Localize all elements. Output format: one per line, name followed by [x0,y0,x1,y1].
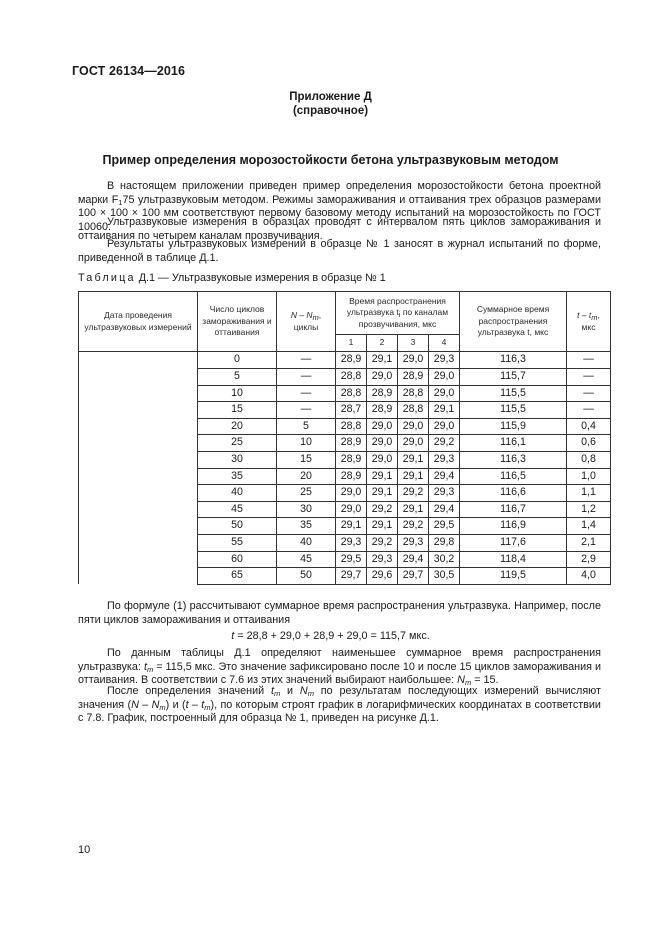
n-minus-nm-cell: 30 [277,501,336,518]
channel-3-cell: 28,9 [398,369,429,386]
total-time-cell: 116,3 [460,451,567,468]
section-title: Пример определения морозостойкости бетона ультразвуковым методом [102,153,559,167]
channel-4-cell: 29,3 [429,485,460,502]
t-minus-tm-cell: 1,0 [567,468,611,485]
n-minus-nm-cell: 10 [277,435,336,452]
paragraph-intro-2: Ультразвуковые измерения в образцах проводят с интервалом пять циклов замораживания и оттаивания по четырем каналам прозвучивания. [78,216,601,242]
channel-1-cell: 29,0 [336,501,367,518]
channel-4-cell: 29,0 [429,418,460,435]
cycles-cell: 30 [198,451,277,468]
cycles-cell: 55 [198,534,277,551]
channel-1-cell: 28,8 [336,385,367,402]
paragraph-intro-3: Результаты ультразвуковых измерений в образце № 1 заносят в журнал испытаний по форме, приведенной в таблице Д.1. [78,238,601,264]
table-row [79,468,611,485]
t-minus-tm-cell: 1,1 [567,485,611,502]
n-minus-nm-cell: 40 [277,534,336,551]
table-row [79,418,611,435]
t-minus-tm-cell: — [567,402,611,419]
cycles-cell: 40 [198,485,277,502]
paragraph-formula-intro: По формуле (1) рассчитывают суммарное время распространения ультразвука. Например, после пяти циклов замораживания и оттаивания [78,600,601,626]
channel-3-cell: 29,1 [398,451,429,468]
header-n-minus-nm: N – $N_m$, циклы [277,292,336,352]
table-row [79,369,611,386]
n-minus-nm-cell: 5 [277,418,336,435]
total-time-cell: 116,6 [460,485,567,502]
date-cell [79,402,198,419]
total-time-cell: 117,6 [460,534,567,551]
channel-3-cell: 29,2 [398,518,429,535]
table-row [79,435,611,452]
cycles-cell: 35 [198,468,277,485]
total-time-cell: 115,9 [460,418,567,435]
channel-1-cell: 29,0 [336,485,367,502]
t-minus-tm-cell: 2,1 [567,534,611,551]
table-row [79,485,611,502]
channel-2-cell: 29,0 [367,435,398,452]
t-minus-tm-cell: 0,8 [567,451,611,468]
channel-2-cell: 29,0 [367,451,398,468]
channel-3-cell: 28,8 [398,385,429,402]
channel-4-cell: 29,5 [429,518,460,535]
date-cell [79,501,198,518]
table-row [79,551,611,568]
date-cell [79,551,198,568]
cycles-cell: 60 [198,551,277,568]
header-cycles: Число циклов замораживания и оттаивания [198,292,277,352]
header-t-minus-tm: t – $t_m$, мкс [567,292,611,352]
n-minus-nm-cell: 45 [277,551,336,568]
channel-3-cell: 29,1 [398,501,429,518]
date-cell [79,369,198,386]
channel-3-cell: 28,8 [398,402,429,419]
t-minus-tm-cell: 1,2 [567,501,611,518]
channel-3-cell: 29,7 [398,568,429,585]
channel-4-cell: 30,5 [429,568,460,585]
date-cell [79,418,198,435]
total-time-cell: 115,7 [460,369,567,386]
t-minus-tm-cell: 1,4 [567,518,611,535]
t-minus-tm-cell: — [567,352,611,369]
table-row [79,534,611,551]
total-time-cell: 118,4 [460,551,567,568]
channel-4-cell: 29,8 [429,534,460,551]
page-number: 10 [78,844,91,856]
channel-4-cell: 29,1 [429,402,460,419]
channel-3-cell: 29,0 [398,435,429,452]
n-minus-nm-cell: 15 [277,451,336,468]
channel-2-cell: 29,2 [367,501,398,518]
channel-4-cell: 29,2 [429,435,460,452]
channel-1-cell: 29,5 [336,551,367,568]
channel-4-cell: 29,0 [429,385,460,402]
date-cell [79,468,198,485]
n-minus-nm-cell: — [277,385,336,402]
channel-2-cell: 29,2 [367,534,398,551]
date-cell [79,435,198,452]
n-minus-nm-cell: 35 [277,518,336,535]
channel-3-cell: 29,3 [398,534,429,551]
channel-4-cell: 29,3 [429,451,460,468]
n-minus-nm-cell: — [277,352,336,369]
cycles-cell: 10 [198,385,277,402]
paragraph-minimum-time: По данным таблицы Д.1 определяют наименьшее суммарное время распространения ультразвука: $t_m = 115,5$ мкс. Это значение зафиксировано после 10 и после 15 циклов замораживания и оттаивания. В соответствии с 7.6 из этих значений выбирают наибольшее: $N_m = 15$. [78,647,602,687]
annex-title: Приложение Д [289,91,372,103]
formula: t = 28,8 + 29,0 + 28,9 + 29,0 = 115,7 мкс. [231,630,430,642]
ultrasound-measurements-table [78,291,611,585]
channel-2-cell: 29,0 [367,369,398,386]
t-minus-tm-cell: — [567,369,611,386]
channel-1-cell: 28,8 [336,369,367,386]
t-minus-tm-cell: 4,0 [567,568,611,585]
table-row [79,451,611,468]
channel-4-cell: 29,3 [429,352,460,369]
cycles-cell: 20 [198,418,277,435]
cycles-cell: 25 [198,435,277,452]
date-cell [79,534,198,551]
channel-1-cell: 29,7 [336,568,367,585]
table-row [79,402,611,419]
channel-2-cell: 29,1 [367,468,398,485]
cycles-cell: 0 [198,352,277,369]
n-minus-nm-cell: 50 [277,568,336,585]
channel-1-cell: 28,9 [336,468,367,485]
channel-1-cell: 28,7 [336,402,367,419]
channel-4-cell: 29,4 [429,468,460,485]
channel-3-cell: 29,4 [398,551,429,568]
cycles-cell: 65 [198,568,277,585]
date-cell [79,518,198,535]
table-row [79,501,611,518]
total-time-cell: 116,3 [460,352,567,369]
total-time-cell: 116,1 [460,435,567,452]
channel-3-cell: 29,0 [398,352,429,369]
date-cell [79,352,198,369]
channel-1-cell: 28,9 [336,352,367,369]
paragraph-graph: После определения значений $t_m$ и $N_m$ по результатам последующих измерений вычисляют значения $(N - N_m)$ и $(t - t_m)$, по которым строят график в логарифмических координатах в соответствии с 7.8. График, построенный для образца № 1, приведен на рисунке Д.1. [78,685,601,724]
table-row [79,385,611,402]
channel-1-cell: 28,9 [336,451,367,468]
channel-1-cell: 29,1 [336,518,367,535]
n-minus-nm-cell: — [277,402,336,419]
header-channel-2: 2 [367,335,398,352]
channel-1-cell: 28,8 [336,418,367,435]
n-minus-nm-cell: 25 [277,485,336,502]
total-time-cell: 116,9 [460,518,567,535]
total-time-cell: 116,7 [460,501,567,518]
header-date: Дата проведения ультразвуковых измерений [79,292,198,352]
channel-3-cell: 29,2 [398,485,429,502]
n-minus-nm-cell: — [277,369,336,386]
channel-2-cell: 29,0 [367,418,398,435]
paragraph-intro-1: В настоящем приложении приведен пример определения морозостойкости бетона проектной марки $F_175$ ультразвуковым методом. Режимы замораживания и оттаивания трех образцов размерами 100 × 100 × 100 мм соответствуют первому базовому методу испытаний на морозостойкость по ГОСТ 10060. [78,180,601,233]
date-cell [79,485,198,502]
header-channel-4: 4 [429,335,460,352]
channel-3-cell: 29,0 [398,418,429,435]
date-cell [79,568,198,585]
cycles-cell: 45 [198,501,277,518]
cycles-cell: 50 [198,518,277,535]
header-total-time: Суммарное время распространения ультразвука t, мкс [460,292,567,352]
total-time-cell: 115,5 [460,385,567,402]
header-channel-3: 3 [398,335,429,352]
channel-4-cell: 29,0 [429,369,460,386]
channel-3-cell: 29,1 [398,468,429,485]
t-minus-tm-cell: 2,9 [567,551,611,568]
total-time-cell: 115,5 [460,402,567,419]
channel-2-cell: 28,9 [367,402,398,419]
date-cell [79,385,198,402]
annex-note: (справочное) [292,105,369,117]
channel-2-cell: 29,1 [367,352,398,369]
channel-4-cell: 29,4 [429,501,460,518]
channel-1-cell: 29,3 [336,534,367,551]
document-id: ГОСТ 26134—2016 [72,64,186,78]
header-propagation-time: Время распространения ультразвука $t_i$ по каналам прозвучивания, мкс [336,292,460,335]
channel-2-cell: 29,6 [367,568,398,585]
n-minus-nm-cell: 20 [277,468,336,485]
t-minus-tm-cell: 0,6 [567,435,611,452]
table-row [79,568,611,585]
cycles-cell: 15 [198,402,277,419]
channel-2-cell: 29,1 [367,518,398,535]
t-minus-tm-cell: — [567,385,611,402]
channel-2-cell: 29,3 [367,551,398,568]
channel-2-cell: 29,1 [367,485,398,502]
table-row [79,352,611,369]
t-minus-tm-cell: 0,4 [567,418,611,435]
date-cell [79,451,198,468]
cycles-cell: 5 [198,369,277,386]
channel-1-cell: 28,9 [336,435,367,452]
channel-4-cell: 30,2 [429,551,460,568]
total-time-cell: 119,5 [460,568,567,585]
table-caption: Таблица Д.1 — Ультразвуковые измерения в образце № 1 [78,272,386,284]
channel-2-cell: 28,9 [367,385,398,402]
header-channel-1: 1 [336,335,367,352]
total-time-cell: 116,5 [460,468,567,485]
table-row [79,518,611,535]
